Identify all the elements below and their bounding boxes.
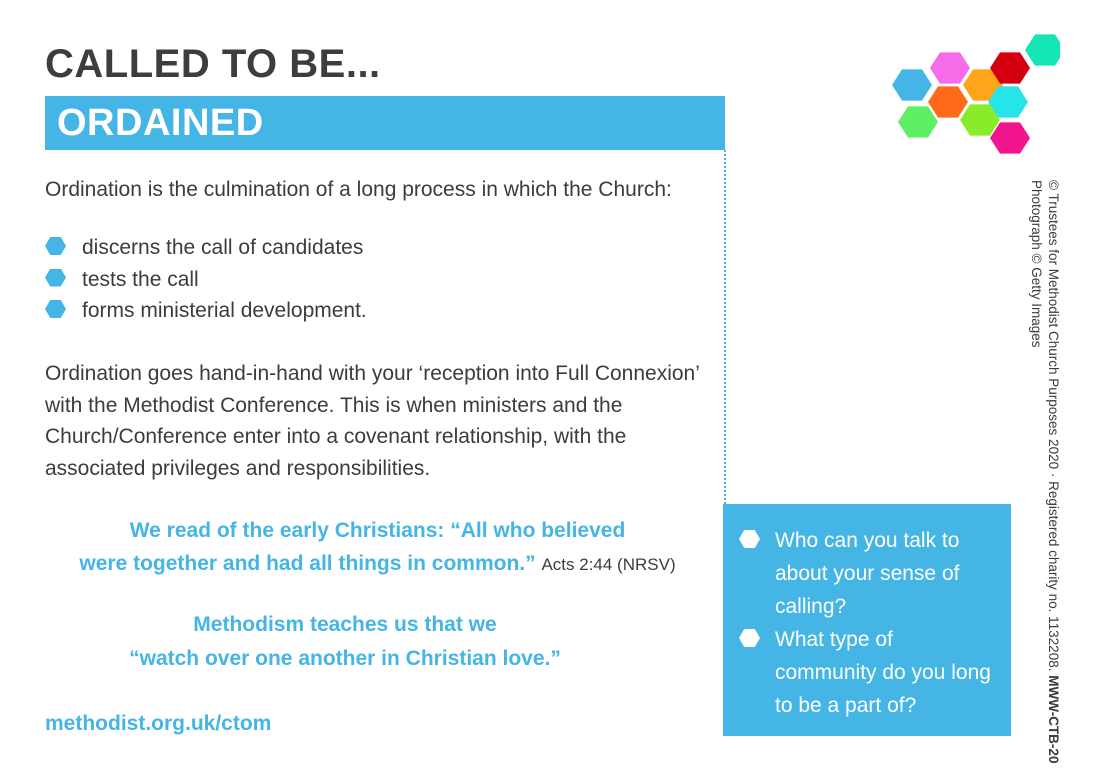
photo-credit: Photograph © Getty Images (1029, 180, 1044, 348)
process-list (45, 232, 367, 327)
question-text: Who can you talk to about your sense of calling? (775, 529, 960, 618)
hexagon-bullet-icon (739, 530, 760, 548)
logo-hexagon (990, 122, 1030, 153)
dotted-divider (724, 150, 726, 504)
question-item (739, 623, 999, 722)
hexagon-bullet-icon (739, 629, 760, 647)
copyright-text: © Trustees for Methodist Church Purposes 2020 · Registered charity no. 1132208. (1046, 180, 1061, 672)
copyright-side-text (1028, 180, 1062, 763)
hexagon-cluster-icon (890, 30, 1060, 160)
methodism-quote-line2: “watch over one another in Christian love.” (129, 647, 561, 670)
list-item-text: forms ministerial development. (82, 299, 367, 322)
list-item-text: tests the call (82, 267, 199, 291)
website-link[interactable]: methodist.org.uk/ctom (45, 712, 272, 735)
title-banner (45, 96, 725, 150)
page-kicker: CALLED TO BE... (45, 42, 381, 86)
list-item (45, 232, 367, 264)
methodism-quote (45, 608, 645, 676)
acts-quote-line2: were together and had all things in common.” (79, 552, 536, 575)
logo-hexagon (928, 86, 968, 117)
logo-hexagon (1025, 34, 1060, 65)
hexagon-bullet-icon (45, 269, 66, 287)
connexion-paragraph: Ordination goes hand-in-hand with your ‘reception into Full Connexion’ with the Methodist Conference. This is when ministers and the Church/Conference enter into a covenant relationship, with the associated privileges and responsibilities. (45, 362, 700, 480)
logo-hexagon (898, 106, 938, 137)
hexagon-bullet-icon (45, 300, 66, 318)
acts-citation: Acts 2:44 (NRSV) (541, 555, 676, 574)
reflection-questions-box (723, 504, 1011, 736)
list-item (45, 295, 367, 327)
hexagon-bullet-icon (45, 237, 66, 255)
methodism-quote-line1: Methodism teaches us that we (193, 613, 497, 636)
question-text: What type of community do you long to be a part of? (775, 628, 991, 717)
list-item (45, 264, 367, 296)
question-item (739, 524, 999, 623)
acts-quote (45, 514, 710, 581)
logo-hexagon (892, 69, 932, 100)
list-item-text: discerns the call of candidates (82, 236, 364, 259)
intro-text: Ordination is the culmination of a long process in which the Church: (45, 178, 672, 201)
page-title: ORDAINED (57, 102, 264, 144)
acts-quote-line1: We read of the early Christians: “All who believed (129, 519, 626, 542)
product-code: MWW-CTB-20 (1046, 675, 1061, 764)
logo-hexagon (930, 52, 970, 83)
